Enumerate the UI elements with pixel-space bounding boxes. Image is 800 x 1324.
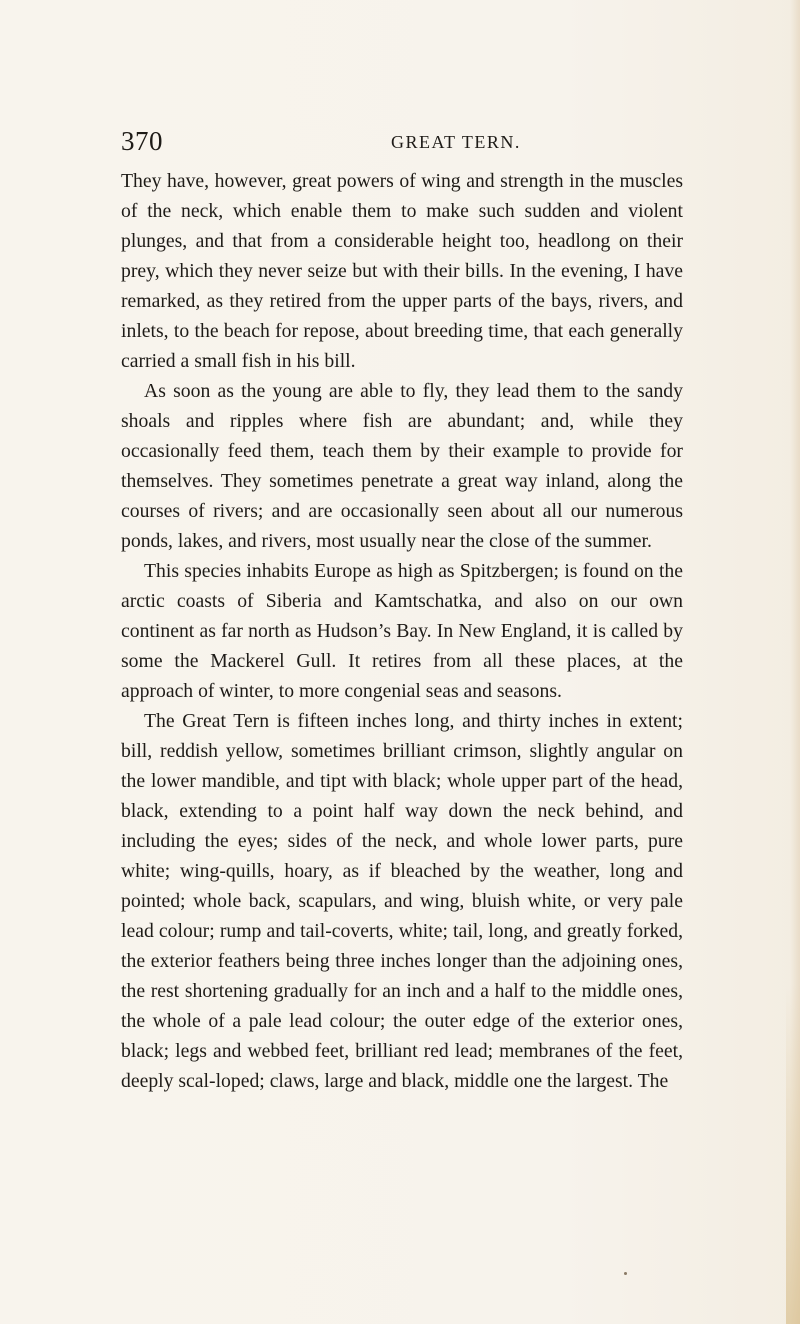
paragraph-range: This species inhabits Europe as high as Spitzbergen; is found on the arctic coasts of Siberia and Kamtschatka, and also on our own continent as far north as Hudson’s Bay. In New England, it is called by some the Mackerel Gull. It retires from all these places, at the approach of winter, to more congenial seas and seasons.	[121, 560, 683, 702]
body-text	[121, 166, 683, 1096]
paper-speck	[624, 1272, 627, 1275]
paragraph-description: The Great Tern is fifteen inches long, and thirty inches in extent; bill, reddish yellow, sometimes brilliant crimson, slightly angular on the lower mandible, and tipt with black; whole upper part of the head, black, extending to a point half way down the neck behind, and including the eyes; sides of the neck, and whole lower parts, pure white; wing-quills, hoary, as if bleached by the weather, long and pointed; whole back, scapulars, and wing, bluish white, or very pale lead colour; rump and tail-coverts, white; tail, long, and greatly forked, the exterior feathers being three inches longer than the adjoining ones, the rest shortening gradually for an inch and a half to the middle ones, the whole of a pale lead colour; the outer edge of the exterior ones, black; legs and webbed feet, brilliant red lead; membranes of the feet, deeply scal-loped; claws, large and black, middle one the largest. The	[121, 710, 683, 1092]
page-number: 370	[121, 126, 163, 156]
running-title: GREAT TERN.	[391, 132, 521, 152]
paragraph-young-terns: As soon as the young are able to fly, they lead them to the sandy shoals and ripples where fish are abundant; and, while they occasionally feed them, teach them by their example to provide for themselves. They sometimes penetrate a great way inland, along the courses of rivers; and are occasionally seen about all our numerous ponds, lakes, and rivers, most usually near the close of the summer.	[121, 380, 683, 552]
page-edge-stain	[786, 984, 800, 1324]
paragraph-wing-strength: They have, however, great powers of wing and strength in the muscles of the neck, which enable them to make such sudden and violent plunges, and that from a considerable height too, headlong on their prey, which they never seize but with their bills. In the evening, I have remarked, as they retired from the upper parts of the bays, rivers, and inlets, to the beach for repose, about breeding time, that each generally carried a small fish in his bill.	[121, 170, 683, 372]
page-header	[121, 126, 681, 166]
